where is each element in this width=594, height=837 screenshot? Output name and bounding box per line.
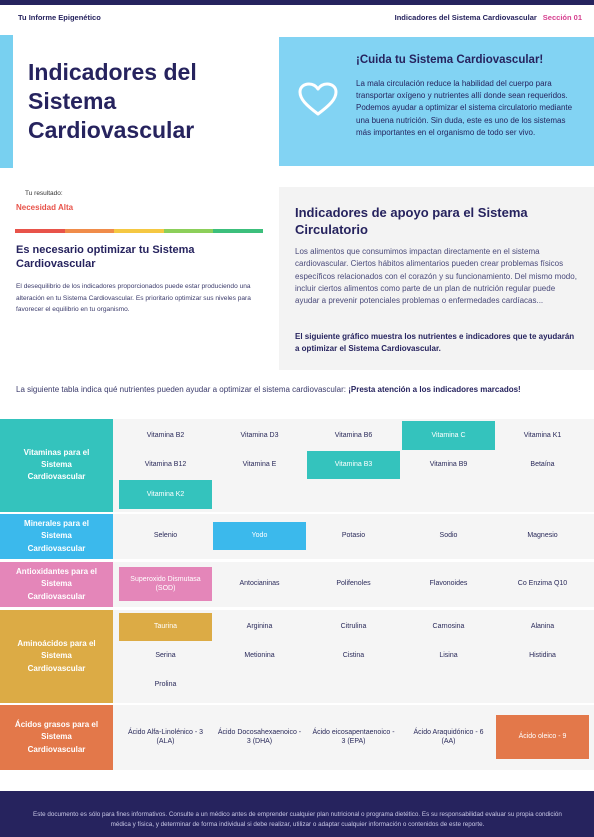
nutrient-cell: Ácido Docosahexaenoico - 3 (DHA)	[217, 728, 302, 745]
nutrient-category-row	[0, 514, 594, 559]
care-info-box	[279, 37, 594, 166]
nutrient-cell: Arginina	[246, 623, 273, 631]
care-info-text: La mala circulación reduce la habilidad del cuerpo para transportar oxígeno y nutrientes allí donde sean requeridos. Podemos ayudar a optimizar el sistema circulatorio mediante una buena nutrición. Sin duda, este es uno de los sistemas más importantes en el organismo de todo ser vivo.	[356, 79, 573, 137]
heart-icon	[297, 81, 339, 117]
nutrient-cell: Prolina	[154, 681, 177, 689]
category-label: Minerales para el Sistema Cardiovascular	[0, 514, 113, 559]
nutrient-category-row	[0, 610, 594, 703]
nutrient-cell-highlighted: Superoxido Dismutasa (SOD)	[119, 567, 212, 601]
report-title: Tu Informe Epigenético	[18, 13, 101, 22]
result-value: Necesidad Alta	[16, 203, 74, 212]
table-intro-highlight: ¡Presta atención a los indicadores marcados!	[348, 385, 521, 394]
nutrient-cell: Ácido Araquidónico - 6 (AA)	[413, 728, 484, 745]
nutrient-cell: Vitamina B2	[146, 431, 185, 439]
category-label: Ácidos grasos para el Sistema Cardiovascular	[0, 705, 113, 770]
nutrient-cell: Vitamina B12	[144, 461, 187, 468]
scale-segment	[114, 229, 164, 233]
result-scale-bar	[15, 229, 263, 233]
nutrient-cell: Sodio	[439, 532, 458, 540]
nutrient-cell: Flavonoides	[429, 580, 468, 588]
title-accent-bar	[0, 35, 13, 168]
nutrient-cell: Lisina	[439, 652, 458, 660]
nutrient-cell: Vitamina E	[242, 461, 277, 468]
result-label: Tu resultado:	[25, 190, 63, 197]
nutrient-cell: Alanina	[530, 623, 555, 631]
nutrient-cell-highlighted: Vitamina C	[402, 421, 495, 450]
nutrient-cell: Betaína	[530, 461, 555, 468]
optimize-title: Es necesario optimizar tu Sistema Cardiovascular	[16, 244, 195, 270]
nutrient-cell: Co Enzima Q10	[517, 580, 568, 588]
scale-segment	[65, 229, 115, 233]
scale-segment	[164, 229, 214, 233]
nutrient-category-row	[0, 419, 594, 512]
nutrient-cell: Vitamina B9	[429, 461, 468, 468]
nutrient-cell-highlighted: Yodo	[213, 522, 306, 550]
nutrient-cell-highlighted: Taurina	[119, 613, 212, 641]
care-info-title: ¡Cuida tu Sistema Cardiovascular!	[356, 54, 544, 66]
support-note: El siguiente gráfico muestra los nutrientes e indicadores que te ayudarán a optimizar el Sistema Cardiovascular.	[295, 332, 575, 354]
section-header	[395, 13, 582, 22]
nutrient-cell: Magnesio	[527, 532, 558, 540]
nutrient-cell: Histidina	[529, 652, 556, 660]
table-intro	[16, 384, 576, 396]
nutrient-cell: Vitamina B6	[334, 431, 373, 439]
scale-segment	[15, 229, 65, 233]
nutrient-cell: Metionina	[244, 652, 275, 660]
disclaimer-text: Este documento es sólo para fines informativos. Consulte a un médico antes de emprender cualquier plan nutricional o programa dietético. Es su responsabilidad evaluar su propia condición médica y física, y determinar de forma individual si debe realizar, utilizar o adaptar cualquier información o contenidos de este reporte.	[33, 811, 562, 828]
nutrient-cell: Carnosina	[432, 623, 465, 631]
section-header-title: Indicadores del Sistema Cardiovascular	[394, 13, 537, 22]
top-bar	[0, 0, 594, 5]
section-number: Sección 01	[542, 13, 582, 22]
scale-segment	[213, 229, 263, 233]
nutrient-category-row	[0, 562, 594, 607]
nutrient-cell: Ácido eicosapentaenoico - 3 (EPA)	[312, 728, 395, 745]
nutrient-cell: Cistina	[342, 652, 365, 660]
category-label: Aminoácidos para el Sistema Cardiovascular	[0, 610, 113, 703]
nutrient-cell: Antocianinas	[239, 580, 280, 588]
support-box	[279, 187, 594, 370]
nutrient-cell: Selenio	[153, 532, 178, 540]
nutrient-cell: Vitamina K1	[523, 431, 562, 439]
page-title: Indicadores del Sistema Cardiovascular	[28, 59, 197, 143]
nutrient-cell: Polifenoles	[336, 580, 371, 588]
footer	[0, 791, 594, 837]
support-title: Indicadores de apoyo para el Sistema Circulatorio	[295, 205, 528, 237]
nutrient-cell: Vitamina D3	[240, 431, 279, 439]
table-intro-text: La siguiente tabla indica qué nutrientes pueden ayudar a optimizar el sistema cardiovascular:	[16, 385, 349, 394]
nutrient-cell: Ácido Alfa-Linolénico - 3 (ALA)	[127, 728, 204, 745]
category-label: Vitaminas para el Sistema Cardiovascular	[0, 419, 113, 512]
nutrient-cell: Potasio	[341, 532, 366, 540]
category-label: Antioxidantes para el Sistema Cardiovascular	[0, 562, 113, 607]
nutrient-cell: Serina	[155, 652, 176, 660]
support-text: Los alimentos que consumimos impactan directamente en el sistema cardiovascular. Ciertos hábitos alimentarios pueden crear problemas físicos específicos relacionados con el corazón y su funcionamiento. Del mismo modo, incluir ciertos alimentos como parte de un plan de nutrición regular puede ayudar a prevenir potenciales problemas o enfermedades cardíacas...	[295, 247, 577, 306]
optimize-text: El desequilibrio de los indicadores proporcionados puede estar produciendo una alteración en tu Sistema Cardiovascular. Es prioritario optimizar sus niveles para favorecer el equilibrio en tu organismo.	[16, 283, 251, 313]
nutrient-cell-highlighted: Ácido oleico - 9	[496, 715, 589, 759]
nutrient-cell: Citrulina	[340, 623, 367, 631]
nutrient-category-row	[0, 705, 594, 770]
nutrient-cell-highlighted: Vitamina B3	[307, 451, 400, 480]
nutrient-cell-highlighted: Vitamina K2	[119, 480, 212, 509]
